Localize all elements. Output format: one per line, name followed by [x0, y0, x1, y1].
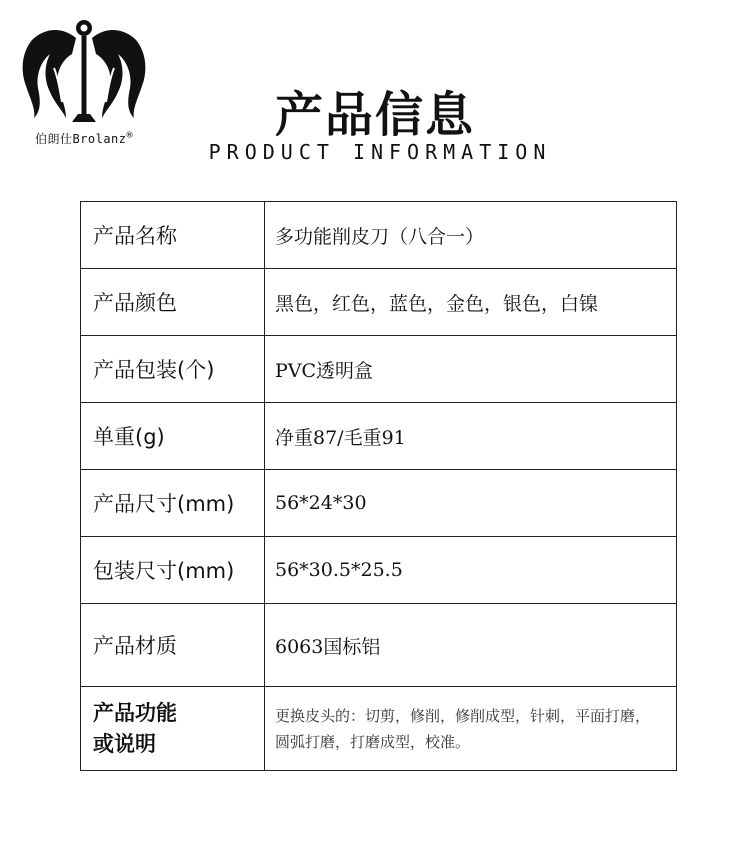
table-row: [81, 470, 677, 537]
row-value: 更换皮头的：切剪，修削，修削成型，针刺，平面打磨，圆弧打磨，打磨成型，校准。: [265, 687, 677, 771]
row-label-line-1: 产品功能: [93, 700, 177, 725]
row-label: 产品颜色: [81, 269, 265, 336]
registered-mark: ®: [126, 130, 134, 141]
row-label: 产品材质: [81, 604, 265, 687]
row-value: 56*24*30: [265, 470, 677, 537]
table-row: [81, 202, 677, 269]
table-row: [81, 269, 677, 336]
table-row: [81, 403, 677, 470]
table-row: [81, 537, 677, 604]
row-value: 黑色，红色，蓝色，金色，银色，白镍: [265, 269, 677, 336]
row-value: 6063国标铝: [265, 604, 677, 687]
row-label: 包装尺寸(mm): [81, 537, 265, 604]
row-label: [81, 687, 265, 771]
product-info-table: [80, 201, 677, 771]
row-label: 产品名称: [81, 202, 265, 269]
row-value: PVC透明盒: [265, 336, 677, 403]
row-value: 多功能削皮刀（八合一）: [265, 202, 677, 269]
row-value: 56*30.5*25.5: [265, 537, 677, 604]
row-label: 产品尺寸(mm): [81, 470, 265, 537]
row-value: 净重87/毛重91: [265, 403, 677, 470]
table-row: [81, 604, 677, 687]
table-row: [81, 687, 677, 771]
row-label: 产品包装(个): [81, 336, 265, 403]
page-title: 产品信息: [274, 87, 475, 143]
brand-name: 伯朗仕Brolanz®: [34, 130, 134, 146]
page-subtitle: PRODUCT INFORMATION: [208, 140, 552, 164]
row-label-line-2: 或说明: [93, 731, 156, 756]
row-label: 单重(g): [81, 403, 265, 470]
table-row: [81, 336, 677, 403]
